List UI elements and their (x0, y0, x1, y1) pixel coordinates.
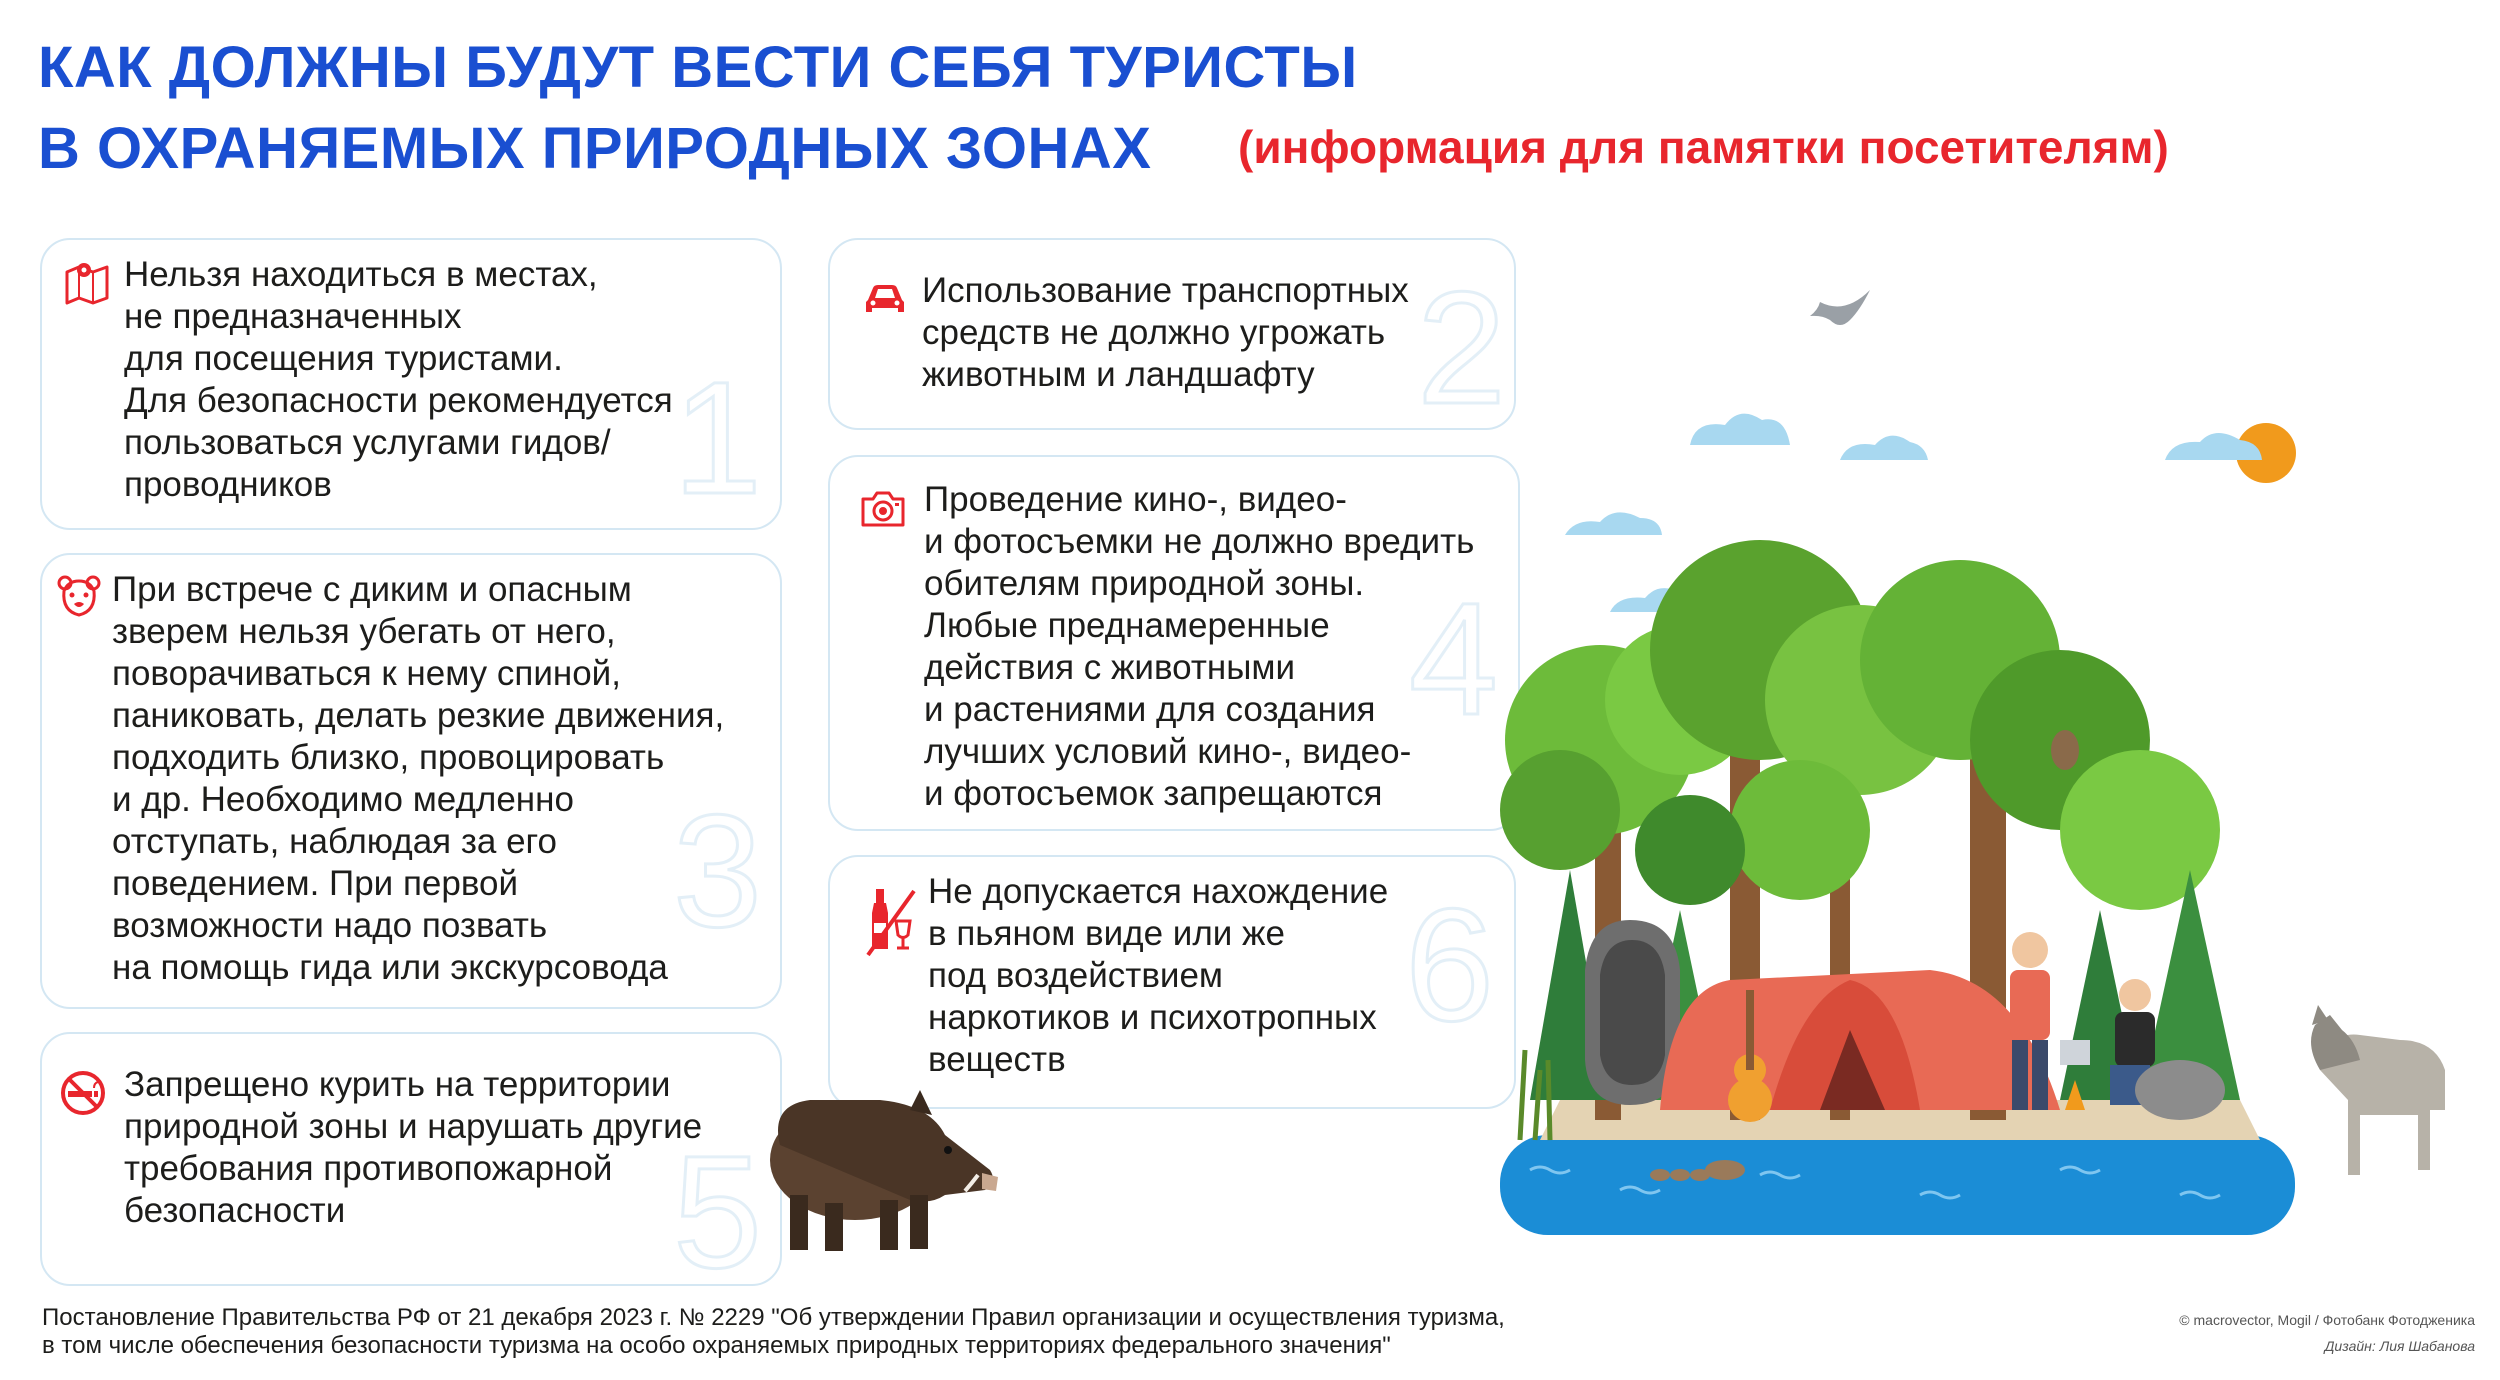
card-number: 3 (673, 781, 762, 960)
card-number: 6 (1405, 875, 1494, 1054)
card-text: Нельзя находиться в местах, не предназначенных для посещения туристами. Для безопасности рекомендуется пользоваться услугами гидов/ проводников (124, 255, 673, 504)
card-text: Использование транспортных средств не должно угрожать животным и ландшафту (922, 271, 1409, 394)
card-text: Не допускается нахождение в пьяном виде или же под воздействием наркотиков и психотропных веществ (928, 872, 1389, 1079)
bear-icon (54, 571, 104, 621)
no-smoking-icon (58, 1068, 108, 1118)
boar-illustration (760, 1065, 1000, 1255)
rule-card-5 (40, 1032, 782, 1301)
map-icon (62, 258, 112, 308)
card-number: 2 (1417, 258, 1506, 437)
page-title-line-2: В ОХРАНЯЕМЫХ ПРИРОДНЫХ ЗОНАХ (38, 116, 1152, 181)
card-number: 1 (673, 348, 762, 527)
rule-card-4 (828, 455, 1520, 831)
rule-card-1 (40, 238, 782, 530)
page-subtitle: (информация для памятки посетителям) (1238, 121, 2169, 173)
legal-reference-note: Постановление Правительства РФ от 21 декабря 2023 г. № 2229 "Об утверждении Правил организации и осуществления туризма, в том числе обеспечения безопасности туризма на особо охраняемых природных территориях федерального значения" (42, 1304, 1505, 1359)
card-text: Проведение кино-, видео- и фотосъемки не должно вредить обителям природной зоны. Любые преднамеренные действия с животными и растениями для создания лучших условий кино-, видео- и фотосъемок запрещаются (924, 480, 1475, 813)
card-number: 5 (673, 1122, 762, 1301)
card-text: При встрече с диким и опасным зверем нельзя убегать от него, поворачиваться к нему спиной, паниковать, делать резкие движения, подходить близко, провоцировать и др. Необходимо медленно отступать, наблюдая за его поведением. При первой возможности надо позвать на помощь гида или экскурсовода (112, 570, 725, 987)
camera-icon (858, 483, 908, 533)
no-alcohol-icon (866, 885, 916, 957)
camping-scene-illustration (1500, 270, 2500, 1270)
car-icon (860, 272, 910, 322)
rule-card-3 (40, 553, 782, 1009)
design-credit: Дизайн: Лия Шабанова (2324, 1338, 2475, 1354)
rule-card-2 (828, 238, 1516, 437)
page-title-line-1: КАК ДОЛЖНЫ БУДУТ ВЕСТИ СЕБЯ ТУРИСТЫ (38, 35, 1358, 100)
photo-credit: © macrovector, Mogil / Фотобанк Фотодженика (2179, 1312, 2475, 1328)
card-text: Запрещено курить на территории природной зоны и нарушать другие требования противопожарной безопасности (124, 1065, 703, 1230)
card-number: 4 (1409, 569, 1498, 748)
